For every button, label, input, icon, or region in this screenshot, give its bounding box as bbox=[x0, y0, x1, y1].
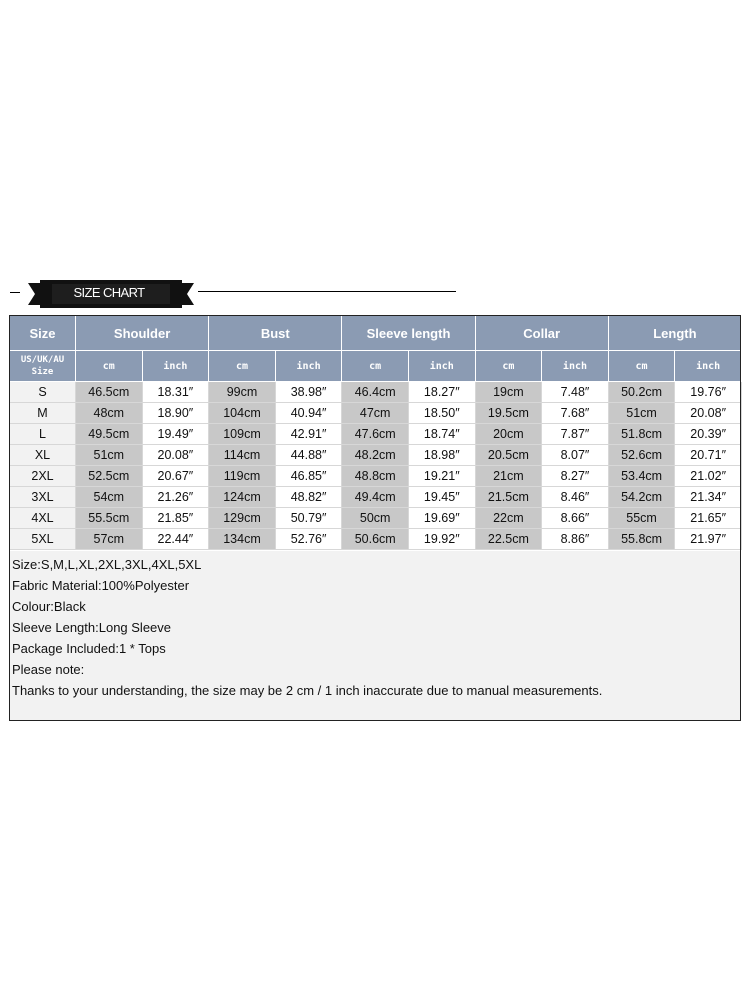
unit-inch: inch bbox=[142, 351, 209, 382]
cell-inch: 50.79″ bbox=[275, 508, 342, 529]
cell-inch: 38.98″ bbox=[275, 382, 342, 403]
cell-cm: 22.5cm bbox=[475, 529, 542, 550]
size-row bbox=[10, 403, 742, 424]
cell-inch: 18.98″ bbox=[408, 445, 475, 466]
cell-cm: 54cm bbox=[76, 487, 143, 508]
cell-cm: 21cm bbox=[475, 466, 542, 487]
cell-inch: 18.90″ bbox=[142, 403, 209, 424]
cell-inch: 42.91″ bbox=[275, 424, 342, 445]
cell-inch: 22.44″ bbox=[142, 529, 209, 550]
cell-inch: 21.85″ bbox=[142, 508, 209, 529]
cell-inch: 8.86″ bbox=[542, 529, 609, 550]
unit-inch: inch bbox=[408, 351, 475, 382]
cell-inch: 7.87″ bbox=[542, 424, 609, 445]
cell-inch: 7.48″ bbox=[542, 382, 609, 403]
cell-inch: 21.02″ bbox=[675, 466, 742, 487]
unit-cm: cm bbox=[209, 351, 276, 382]
cell-inch: 44.88″ bbox=[275, 445, 342, 466]
cell-cm: 55.5cm bbox=[76, 508, 143, 529]
cell-inch: 40.94″ bbox=[275, 403, 342, 424]
size-row bbox=[10, 487, 742, 508]
cell-cm: 109cm bbox=[209, 424, 276, 445]
cell-inch: 8.27″ bbox=[542, 466, 609, 487]
cell-cm: 57cm bbox=[76, 529, 143, 550]
banner-rule bbox=[198, 291, 456, 292]
cell-inch: 18.74″ bbox=[408, 424, 475, 445]
size-row bbox=[10, 445, 742, 466]
cell-cm: 52.6cm bbox=[608, 445, 675, 466]
cell-inch: 20.39″ bbox=[675, 424, 742, 445]
cell-cm: 47.6cm bbox=[342, 424, 409, 445]
cell-inch: 19.21″ bbox=[408, 466, 475, 487]
cell-cm: 19.5cm bbox=[475, 403, 542, 424]
cell-inch: 20.67″ bbox=[142, 466, 209, 487]
cell-inch: 8.66″ bbox=[542, 508, 609, 529]
size-subheader bbox=[10, 351, 76, 382]
cell-cm: 54.2cm bbox=[608, 487, 675, 508]
cell-cm: 104cm bbox=[209, 403, 276, 424]
size-row bbox=[10, 424, 742, 445]
cell-cm: 48.2cm bbox=[342, 445, 409, 466]
cell-cm: 129cm bbox=[209, 508, 276, 529]
size-label: S bbox=[10, 382, 76, 403]
group-header-shoulder: Shoulder bbox=[76, 316, 209, 351]
cell-inch: 20.08″ bbox=[142, 445, 209, 466]
cell-cm: 49.5cm bbox=[76, 424, 143, 445]
size-chart-table bbox=[9, 315, 742, 550]
cell-cm: 52.5cm bbox=[76, 466, 143, 487]
size-row bbox=[10, 466, 742, 487]
cell-inch: 7.68″ bbox=[542, 403, 609, 424]
unit-cm: cm bbox=[475, 351, 542, 382]
size-label: L bbox=[10, 424, 76, 445]
cell-cm: 21.5cm bbox=[475, 487, 542, 508]
note-sleeve-length: Sleeve Length:Long Sleeve bbox=[12, 620, 172, 635]
cell-cm: 50.2cm bbox=[608, 382, 675, 403]
cell-cm: 49.4cm bbox=[342, 487, 409, 508]
cell-inch: 18.31″ bbox=[142, 382, 209, 403]
cell-inch: 8.07″ bbox=[542, 445, 609, 466]
size-label: 4XL bbox=[10, 508, 76, 529]
cell-cm: 20.5cm bbox=[475, 445, 542, 466]
cell-inch: 8.46″ bbox=[542, 487, 609, 508]
cell-cm: 53.4cm bbox=[608, 466, 675, 487]
group-header-sleeve-length: Sleeve length bbox=[342, 316, 475, 351]
size-chart-banner bbox=[10, 278, 450, 310]
cell-cm: 134cm bbox=[209, 529, 276, 550]
cell-inch: 21.65″ bbox=[675, 508, 742, 529]
cell-inch: 21.26″ bbox=[142, 487, 209, 508]
banner-dash bbox=[10, 292, 20, 293]
cell-cm: 124cm bbox=[209, 487, 276, 508]
cell-inch: 20.08″ bbox=[675, 403, 742, 424]
cell-inch: 21.34″ bbox=[675, 487, 742, 508]
size-label: 3XL bbox=[10, 487, 76, 508]
unit-header-row bbox=[10, 351, 742, 382]
note-colour: Colour:Black bbox=[12, 599, 86, 614]
group-header-length: Length bbox=[608, 316, 741, 351]
cell-inch: 52.76″ bbox=[275, 529, 342, 550]
note-package: Package Included:1 * Tops bbox=[12, 641, 166, 656]
cell-inch: 18.50″ bbox=[408, 403, 475, 424]
group-header-row bbox=[10, 316, 742, 351]
unit-cm: cm bbox=[608, 351, 675, 382]
unit-cm: cm bbox=[76, 351, 143, 382]
cell-inch: 48.82″ bbox=[275, 487, 342, 508]
cell-cm: 50.6cm bbox=[342, 529, 409, 550]
size-row bbox=[10, 508, 742, 529]
size-label: 2XL bbox=[10, 466, 76, 487]
banner-title: SIZE CHART bbox=[73, 285, 145, 300]
size-rows bbox=[10, 382, 742, 550]
cell-cm: 51.8cm bbox=[608, 424, 675, 445]
cell-cm: 55cm bbox=[608, 508, 675, 529]
cell-inch: 19.49″ bbox=[142, 424, 209, 445]
group-header-collar: Collar bbox=[475, 316, 608, 351]
cell-inch: 19.69″ bbox=[408, 508, 475, 529]
size-subheader-line-1: US/UK/AU bbox=[20, 355, 65, 365]
cell-cm: 22cm bbox=[475, 508, 542, 529]
size-label: 5XL bbox=[10, 529, 76, 550]
cell-cm: 50cm bbox=[342, 508, 409, 529]
cell-inch: 21.97″ bbox=[675, 529, 742, 550]
unit-inch: inch bbox=[675, 351, 742, 382]
note-material: Fabric Material:100%Polyester bbox=[12, 578, 190, 593]
cell-inch: 20.71″ bbox=[675, 445, 742, 466]
unit-inch: inch bbox=[542, 351, 609, 382]
cell-cm: 47cm bbox=[342, 403, 409, 424]
unit-cm: cm bbox=[342, 351, 409, 382]
cell-cm: 19cm bbox=[475, 382, 542, 403]
note-please-note: Please note: bbox=[12, 662, 85, 677]
cell-cm: 51cm bbox=[76, 445, 143, 466]
cell-cm: 48cm bbox=[76, 403, 143, 424]
cell-cm: 46.5cm bbox=[76, 382, 143, 403]
cell-cm: 48.8cm bbox=[342, 466, 409, 487]
product-notes bbox=[9, 551, 741, 720]
cell-inch: 46.85″ bbox=[275, 466, 342, 487]
cell-cm: 20cm bbox=[475, 424, 542, 445]
cell-cm: 55.8cm bbox=[608, 529, 675, 550]
cell-inch: 19.76″ bbox=[675, 382, 742, 403]
cell-cm: 51cm bbox=[608, 403, 675, 424]
cell-inch: 18.27″ bbox=[408, 382, 475, 403]
cell-inch: 19.92″ bbox=[408, 529, 475, 550]
note-disclaimer: Thanks to your understanding, the size may be 2 cm / 1 inch inaccurate due to manual measurements. bbox=[12, 683, 603, 698]
size-header: Size bbox=[10, 316, 76, 351]
cell-cm: 114cm bbox=[209, 445, 276, 466]
size-row bbox=[10, 529, 742, 550]
size-label: M bbox=[10, 403, 76, 424]
note-sizes: Size:S,M,L,XL,2XL,3XL,4XL,5XL bbox=[12, 557, 202, 572]
cell-cm: 99cm bbox=[209, 382, 276, 403]
unit-inch: inch bbox=[275, 351, 342, 382]
cell-cm: 119cm bbox=[209, 466, 276, 487]
cell-inch: 19.45″ bbox=[408, 487, 475, 508]
size-row bbox=[10, 382, 742, 403]
group-header-bust: Bust bbox=[209, 316, 342, 351]
size-label: XL bbox=[10, 445, 76, 466]
size-subheader-line-2: Size bbox=[31, 367, 54, 377]
cell-cm: 46.4cm bbox=[342, 382, 409, 403]
